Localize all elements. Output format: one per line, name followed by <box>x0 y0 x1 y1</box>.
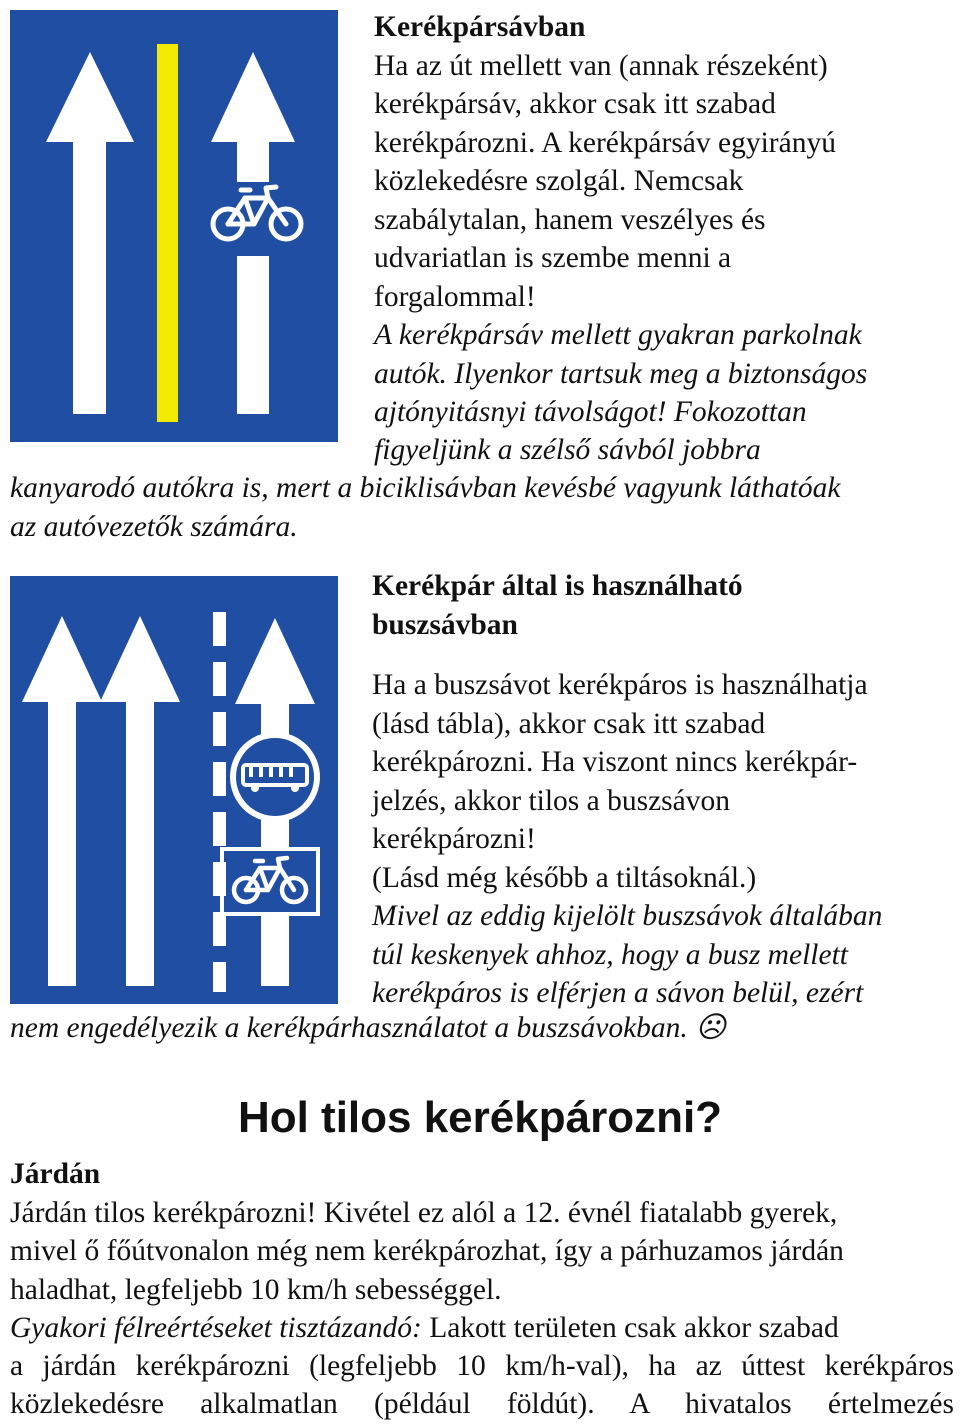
italic-line: Mivel az eddig kijelölt buszsávok általában <box>372 900 883 932</box>
text-line: Gyakori félreértéseket tisztázandó: Lakott területen csak akkor szabad <box>10 1312 839 1344</box>
italic-line: kerékpáros is elférjen a sávon belül, ezért <box>372 977 864 1009</box>
section3-subheading: Járdán <box>10 1158 101 1190</box>
italic-line: A kerékpársáv mellett gyakran parkolnak <box>374 319 862 351</box>
text-line: szabálytalan, hanem veszélyes és <box>374 203 766 236</box>
text-line: kerékpározni. Ha viszont nincs kerékpár- <box>372 746 858 778</box>
text-line: haladhat, legfeljebb 10 km/h sebességgel. <box>10 1273 502 1306</box>
text-line: közlekedésre szolgál. Nemcsak <box>374 165 744 197</box>
section1-italic-full <box>10 469 840 546</box>
text-line: (Lásd még később a tiltásoknál.) <box>372 861 757 894</box>
italic-line: ajtónyitásnyi távolságot! Fokozottan <box>374 396 807 428</box>
section2-title <box>372 567 743 644</box>
title-line: Kerékpár által is használható <box>372 570 743 602</box>
text-line: udvariatlan is szembe menni a <box>374 242 732 274</box>
italic-line: figyeljünk a szélső sávból jobbra <box>374 434 761 466</box>
section1-text <box>374 8 867 432</box>
section2-italic-full <box>10 1009 726 1048</box>
text-line: (lásd tábla), akkor csak itt szabad <box>372 707 766 740</box>
text-line: Ha az út mellett van (annak részeként) <box>374 49 828 82</box>
text-line: mivel ő főútvonalon még nem kerékpározhat, így a párhuzamos járdán <box>10 1235 844 1267</box>
italic-prefix: Gyakori félreértéseket tisztázandó: <box>10 1312 422 1344</box>
text-line: kerékpározni! <box>372 823 536 855</box>
text-line: Ha a buszsávot kerékpáros is használhatja <box>372 669 868 701</box>
italic-line: autók. Ilyenkor tartsuk meg a biztonságos <box>374 357 868 390</box>
section3-text <box>10 1155 844 1348</box>
text-line: kerékpározni. A kerékpársáv egyirányú <box>374 126 836 159</box>
italic-line: az autóvezetők számára. <box>10 510 298 543</box>
text-line: Járdán tilos kerékpározni! Kivétel ez alól a 12. évnél fiatalabb gyerek, <box>10 1196 838 1229</box>
italic-line: túl keskenyek ahhoz, hogy a busz mellett <box>372 938 848 971</box>
justified-line: a járdán kerékpározni (legfeljebb 10 km/h-val), ha az úttest kerékpáros <box>10 1350 954 1382</box>
section2-text <box>372 666 882 1013</box>
text-line: kerékpársáv, akkor csak itt szabad <box>374 88 776 120</box>
section3-heading: Hol tilos kerékpározni? <box>237 1093 723 1142</box>
italic-line: nem engedélyezik a kerékpárhasználatot a buszsávokban. ☹ <box>10 1012 726 1044</box>
justified-line: közlekedésre alkalmatlan (például földút). A hivatalos értelmezés <box>10 1388 954 1420</box>
text-line: forgalommal! <box>374 280 536 313</box>
text-line: jelzés, akkor tilos a buszsávon <box>372 784 731 817</box>
bicycle-lane-sign-icon <box>10 10 338 442</box>
italic-line: kanyarodó autókra is, mert a biciklisávban kevésbé vagyunk láthatóak <box>10 472 841 504</box>
bus-lane-bicycle-sign-icon <box>10 576 338 1004</box>
title-line: buszsávban <box>372 608 518 641</box>
section1-title: Kerékpársávban <box>374 11 586 43</box>
